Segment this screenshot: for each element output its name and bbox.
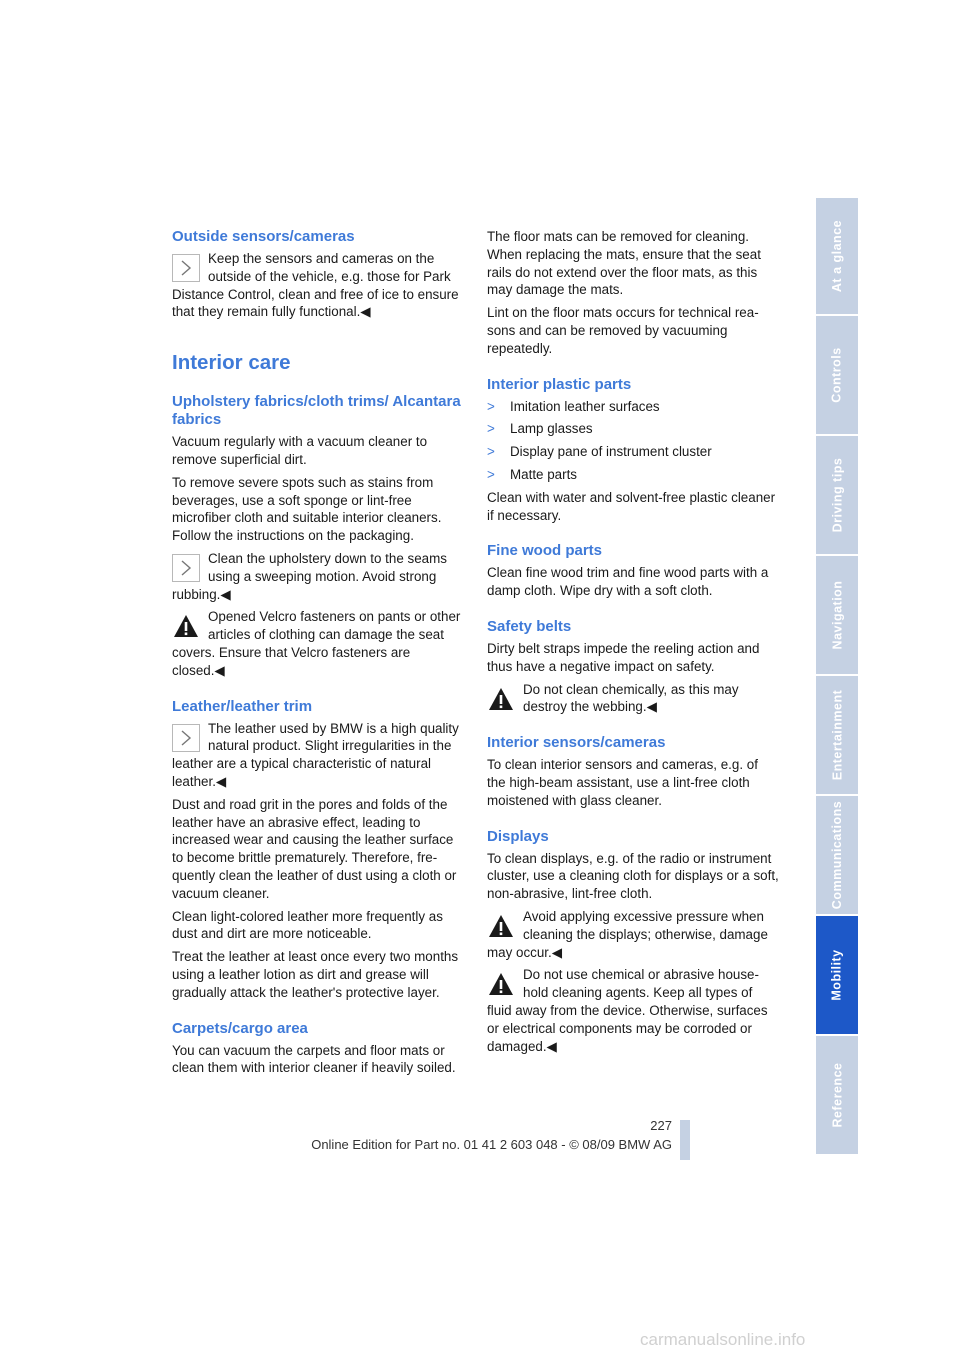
note-outside-sensors (172, 250, 464, 321)
bullet-marker: > (487, 398, 495, 414)
tab-controls[interactable]: Controls (816, 316, 858, 434)
paragraph: Clean with water and solvent-free plastic cleaner if necessary. (487, 489, 776, 523)
warning-triangle-icon (487, 970, 515, 998)
plastic-parts-heading: Interior plastic parts (487, 375, 632, 393)
warning-triangle-icon (487, 685, 515, 713)
interior-care-title: Interior care (172, 351, 291, 375)
warning-triangle-icon (172, 612, 200, 640)
note-arrow-icon (172, 724, 200, 752)
list-item: > Matte parts (487, 466, 577, 482)
paragraph: To clean displays, e.g. of the radio or instrument cluster, use a cleaning cloth for displays or a soft, non-abrasive, lint-free cloth. (487, 850, 779, 902)
list-item: > Imitation leather surfaces (487, 398, 660, 414)
tab-communications[interactable]: Communications (816, 796, 858, 914)
bullet-marker: > (487, 444, 495, 460)
leather-heading: Leather/leather trim (172, 697, 313, 715)
left-column (172, 228, 464, 1082)
bullet-marker: > (487, 421, 495, 437)
paragraph: Dust and road grit in the pores and folds of the leather have an abrasive effect, leading to increased wear and causing the leather surface to become brittle prematurely. Therefore, fre-quently clean the leather of dust using a cloth or vacuum cleaner. (172, 796, 457, 901)
note-arrow-icon (172, 554, 200, 582)
paragraph: Clean light-colored leather more frequently as dust and dirt are more noticeable. (172, 908, 443, 942)
warning-displays-pressure (487, 908, 779, 961)
warning-velcro (172, 608, 464, 679)
note-text: Keep the sensors and cameras on the outside of the vehicle, e.g. those for Park Distance Control, clean and free of ice to ensure that they remain fully functional.◀ (172, 251, 459, 320)
tab-at-a-glance[interactable]: At a glance (816, 198, 858, 314)
paragraph: You can vacuum the carpets and floor mats or clean them with interior cleaner if heavily soiled. (172, 1042, 456, 1076)
note-arrow-icon (172, 254, 200, 282)
warning-text: Do not use chemical or abrasive house-hold cleaning agents. Keep all types of fluid away from the device. Otherwise, surfaces or electrical components may be corroded or damaged.◀ (487, 967, 768, 1054)
fine-wood-heading: Fine wood parts (487, 542, 603, 560)
watermark: carmanualsonline.info (640, 1330, 806, 1349)
footer-edition: Online Edition for Part no. 01 41 2 603 048 - © 08/09 BMW AG (311, 1137, 672, 1152)
bullet-marker: > (487, 466, 495, 482)
carpets-heading: Carpets/cargo area (172, 1019, 308, 1037)
paragraph: Clean fine wood trim and fine wood parts with a damp cloth. Wipe dry with a soft cloth. (487, 565, 769, 599)
warning-displays-chemicals (487, 966, 779, 1055)
list-item: > Display pane of instrument cluster (487, 444, 712, 460)
tab-reference[interactable]: Reference (816, 1036, 858, 1154)
paragraph: Lint on the floor mats occurs for technical rea-sons and can be removed by vacuuming repeatedly. (487, 305, 759, 356)
warning-text: Do not clean chemically, as this may destroy the webbing.◀ (523, 681, 739, 715)
paragraph: Dirty belt straps impede the reeling action and thus have a negative impact on safety. (487, 640, 760, 674)
note-upholstery (172, 550, 464, 603)
paragraph: To clean interior sensors and cameras, e.g. of the high-beam assistant, use a lint-free cloth moistened with glass cleaner. (487, 757, 758, 808)
note-leather (172, 720, 464, 791)
paragraph: Treat the leather at least once every two months using a leather lotion as dirt and grease will gradually attack the leather's protective layer. (172, 949, 459, 1000)
upholstery-heading: Upholstery fabrics/cloth trims/ Alcantara fabrics (172, 393, 461, 429)
tab-navigation[interactable]: Navigation (816, 556, 858, 674)
paragraph: To remove severe spots such as stains from beverages, use a soft sponge or lint-free microfiber cloth and suitable interior cleaners. Follow the instructions on the packaging. (172, 474, 442, 544)
tab-driving-tips[interactable]: Driving tips (816, 436, 858, 554)
warning-belts (487, 681, 779, 717)
paragraph: The floor mats can be removed for cleaning. When replacing the mats, ensure that the seat rails do not extend over the floor mats, as this may damage the mats. (487, 229, 761, 298)
paragraph: Vacuum regularly with a vacuum cleaner to remove superficial dirt. (172, 434, 428, 467)
note-text: The leather used by BMW is a high quality natural product. Slight irregularities in the leather are a typical characteristic of natural leather.◀ (172, 720, 459, 789)
warning-text: Opened Velcro fasteners on pants or other articles of clothing can damage the seat covers. Ensure that Velcro fasteners are closed.◀ (172, 609, 461, 678)
chapter-tabs (816, 198, 858, 1156)
right-column (487, 228, 779, 1060)
outside-sensors-heading: Outside sensors/cameras (172, 228, 355, 245)
warning-triangle-icon (487, 912, 515, 940)
list-item: > Lamp glasses (487, 421, 593, 437)
tab-mobility[interactable]: Mobility (816, 916, 858, 1034)
warning-text: Avoid applying excessive pressure when cleaning the displays; otherwise, damage may occur.◀ (487, 908, 768, 960)
tab-entertainment[interactable]: Entertainment (816, 676, 858, 794)
safety-belts-heading: Safety belts (487, 617, 572, 635)
note-text: Clean the upholstery down to the seams using a sweeping motion. Avoid strong rubbing.◀ (172, 550, 447, 602)
plastic-parts-list (487, 398, 779, 484)
displays-heading: Displays (487, 827, 549, 845)
footer-bar (680, 1120, 690, 1160)
page-number: 227 (650, 1118, 672, 1133)
interior-sensors-heading: Interior sensors/cameras (487, 734, 666, 752)
